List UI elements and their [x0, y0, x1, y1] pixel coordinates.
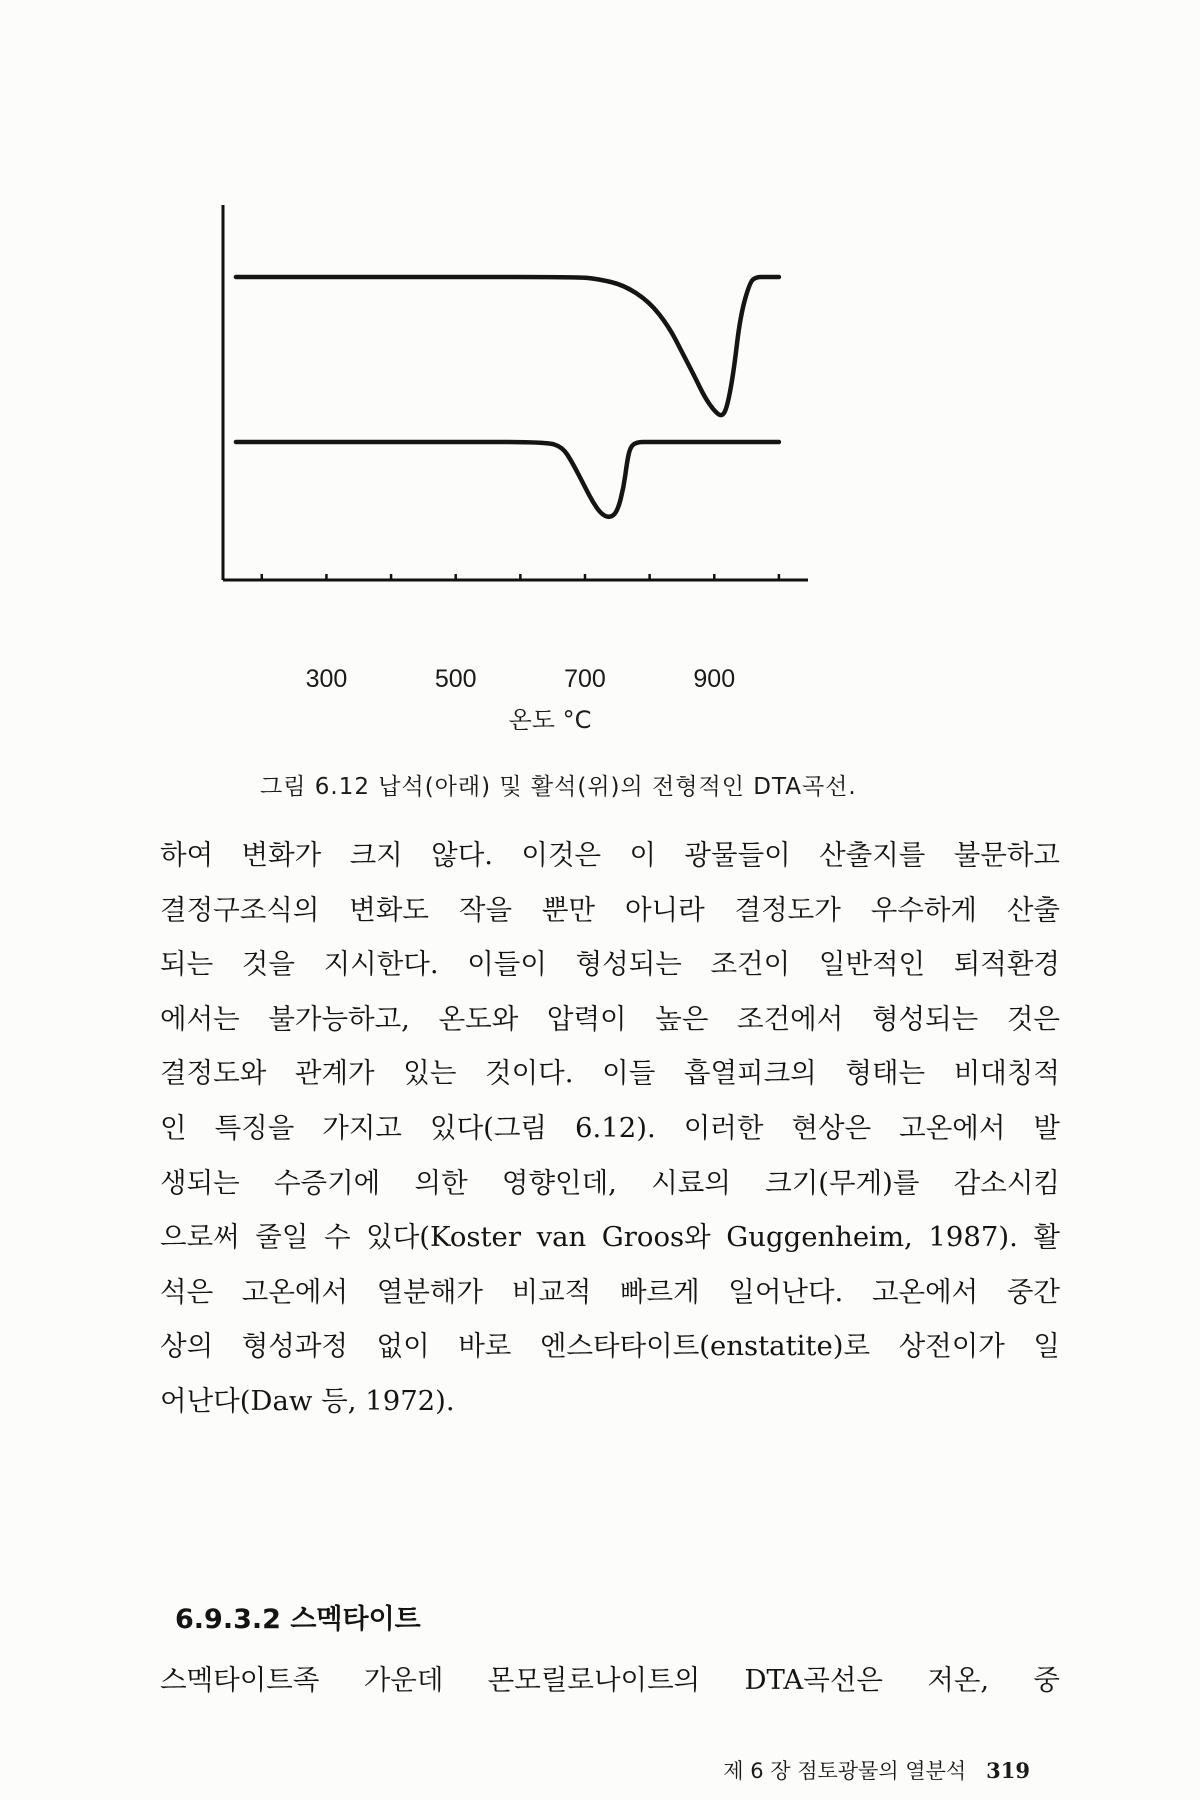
body-line: 석은 고온에서 열분해가 비교적 빠르게 일어난다. 고온에서 중간	[160, 1275, 1060, 1308]
body-line: 인 특징을 가지고 있다(그림 6.12). 이러한 현상은 고온에서 발	[160, 1111, 1060, 1144]
x-tick-label: 900	[693, 665, 736, 693]
dta-chart	[220, 190, 940, 660]
body-line: 되는 것을 지시한다. 이들이 형성되는 조건이 일반적인 퇴적환경	[160, 948, 1060, 981]
x-tick-label: 500	[434, 665, 477, 693]
x-axis-label: 온도 °C	[508, 706, 592, 734]
body-line: 상의 형성과정 없이 바로 엔스타타이트(enstatite)로 상전이가 일	[160, 1330, 1060, 1363]
page-footer	[723, 1755, 1030, 1785]
body-line: 에서는 불가능하고, 온도와 압력이 높은 조건에서 형성되는 것은	[160, 1002, 1060, 1035]
dta-curve-top	[236, 277, 779, 415]
dta-curve-bottom	[236, 442, 779, 517]
body-text	[160, 828, 1060, 1429]
chapter-title: 제 6 장 점토광물의 열분석	[723, 1759, 967, 1783]
body-line: 결정도와 관계가 있는 것이다. 이들 흡열피크의 형태는 비대칭적	[160, 1057, 1060, 1090]
section-first-line: 스멕타이트족 가운데 몬모릴로나이트의 DTA곡선은 저온, 중	[160, 1664, 1060, 1696]
body-line: 하여 변화가 크지 않다. 이것은 이 광물들이 산출지를 불문하고	[160, 839, 1060, 871]
section-heading: 6.9.3.2 스멕타이트	[175, 1604, 421, 1635]
body-line: 결정구조식의 변화도 작을 뿐만 아니라 결정도가 우수하게 산출	[160, 893, 1060, 926]
body-line: 으로써 줄일 수 있다(Koster van Groos와 Guggenheim, 1987). 활	[160, 1221, 1060, 1254]
x-tick-label: 300	[305, 665, 348, 693]
x-tick-label: 700	[564, 665, 606, 693]
figure-caption: 그림 6.12 납석(아래) 및 활석(위)의 전형적인 DTA곡선.	[260, 774, 857, 800]
dta-figure	[220, 190, 940, 734]
body-line: 어난다(Daw 등, 1972).	[160, 1384, 455, 1417]
page-number: 319	[986, 1758, 1030, 1783]
body-line: 생되는 수증기에 의한 영향인데, 시료의 크기(무게)를 감소시킴	[160, 1166, 1060, 1199]
